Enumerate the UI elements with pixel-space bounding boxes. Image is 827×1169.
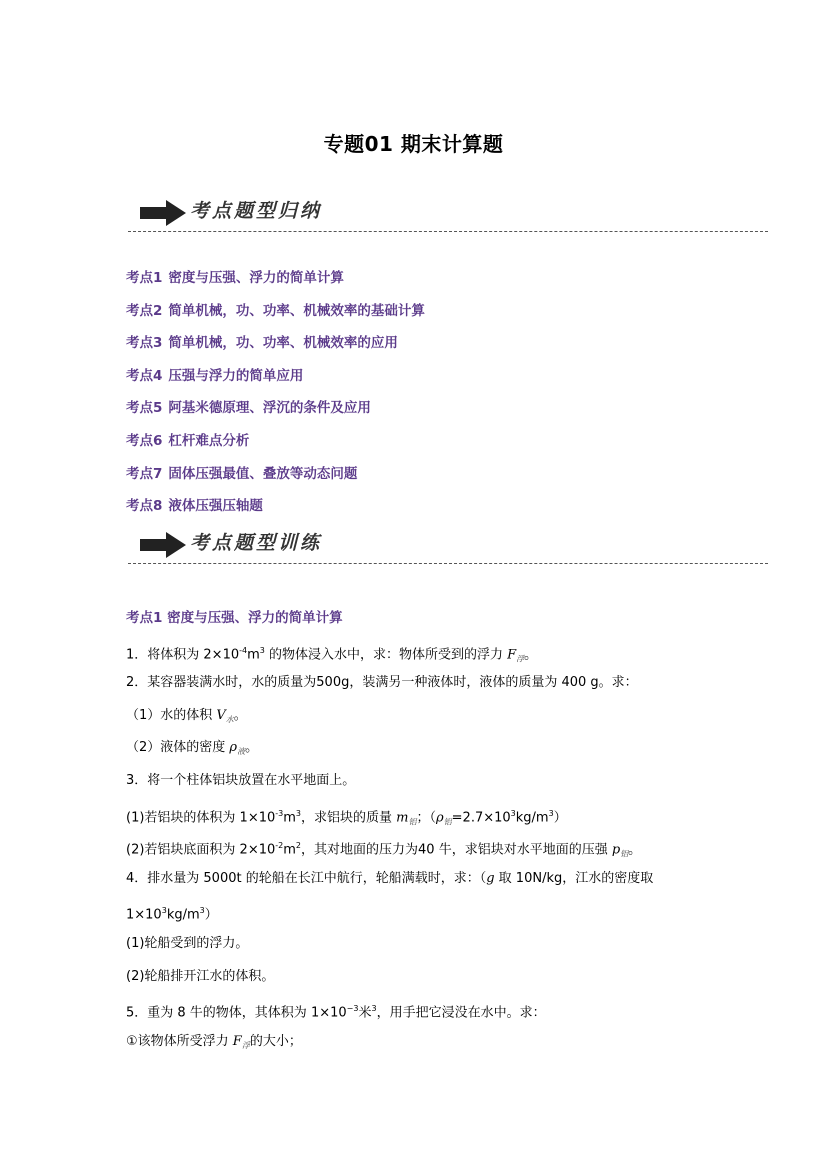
question-content [126, 608, 726, 1064]
kaodian-text: 简单机械，功、功率、机械效率的应用 [168, 335, 398, 352]
q3p1-unit: m [283, 809, 296, 825]
q3p1-var: m [396, 809, 409, 825]
q4-density: 1×10 [126, 907, 162, 923]
q2p1-text: （1）水的体积 [126, 707, 217, 723]
banner-title: 考点题型训练 [190, 532, 323, 554]
q5-exp: −3 [346, 1004, 359, 1014]
kaodian-text: 简单机械，功、功率、机械效率的基础计算 [168, 302, 425, 319]
dashed-divider [128, 231, 768, 232]
kaodian-item[interactable] [126, 431, 425, 464]
section-banner-summary [128, 196, 768, 232]
kaodian-list [126, 268, 425, 529]
kaodian-item[interactable] [126, 333, 425, 366]
q2p1-sub: 水 [225, 714, 234, 724]
question-5-part-1 [126, 1032, 726, 1065]
q3p2-sub: 铝 [620, 849, 629, 859]
q4-g-var: g [486, 870, 495, 886]
q3p1-end: ） [553, 809, 567, 825]
q1-unit-exp: 3 [259, 645, 265, 655]
page-title: 专题01 期末计算题 [323, 132, 504, 156]
section-heading [126, 608, 726, 641]
kaodian-num: 考点7 [126, 465, 163, 482]
kaodian-text: 液体压强压轴题 [168, 498, 263, 515]
q2p2-var: ρ [229, 740, 238, 756]
dashed-divider [128, 563, 768, 564]
q3p1-text: (1)若铝块的体积为 1×10 [126, 809, 276, 825]
question-2-part-2 [126, 738, 726, 771]
kaodian-num: 考点2 [126, 302, 163, 319]
q2p2-sub: 液 [237, 747, 246, 757]
arrow-icon [140, 532, 186, 558]
kaodian-num: 考点6 [126, 432, 163, 449]
banner-title: 考点题型归纳 [190, 200, 323, 222]
q3p1-unit-exp-2: 3 [548, 808, 554, 818]
question-3: 3．将一个柱体铝块放置在水平地面上。 [126, 772, 356, 788]
q3p1-sub: 铝 [408, 816, 417, 826]
kaodian-num: 考点8 [126, 498, 163, 515]
question-4-part-2: (2)轮船排开江水的体积。 [126, 968, 275, 984]
q2p1-end: 。 [233, 707, 247, 723]
section-num: 考点1 [126, 610, 163, 626]
q1-sub: 浮 [516, 653, 525, 663]
question-1 [126, 641, 726, 674]
q3p1-text-3: ；（ [416, 809, 436, 825]
q5p1-sub: 浮 [241, 1040, 250, 1050]
kaodian-item[interactable] [126, 464, 425, 497]
q3p2-var: p [611, 842, 621, 858]
q4-text: 4．排水量为 5000t 的轮船在长江中航行，轮船满载时，求：（ [126, 870, 487, 886]
q1-end: 。 [524, 646, 538, 662]
kaodian-text: 压强与浮力的简单应用 [168, 367, 304, 384]
question-2-part-1 [126, 706, 726, 739]
q3p1-unit-2: kg/m [515, 809, 549, 825]
kaodian-num: 考点3 [126, 335, 163, 352]
kaodian-item[interactable] [126, 398, 425, 431]
kaodian-text: 杠杆难点分析 [168, 432, 250, 449]
q1-unit: m [247, 646, 260, 662]
q3p2-unit: m [283, 842, 296, 858]
kaodian-num: 考点4 [126, 367, 163, 384]
q3p2-text-2: ，其对地面的压力为40 牛，求铝块对水平地面的压强 [301, 842, 612, 858]
q4-unit: kg/m [166, 907, 200, 923]
kaodian-num: 考点5 [126, 400, 163, 417]
kaodian-text: 固体压强最值、叠放等动态问题 [168, 465, 358, 482]
arrow-icon [140, 200, 186, 226]
question-4 [126, 869, 726, 902]
kaodian-item[interactable] [126, 366, 425, 399]
kaodian-num: 考点1 [126, 270, 163, 286]
q3p2-unit-exp: 2 [295, 841, 302, 851]
q3p1-sub-2: 铝 [443, 816, 452, 826]
question-4-cont [126, 901, 726, 934]
section-banner-training [128, 528, 768, 564]
q5-text-2: ，用手把它浸没在水中。求： [376, 1005, 546, 1021]
question-5 [126, 999, 726, 1032]
q3p1-text-2: ，求铝块的质量 [301, 809, 397, 825]
q3p1-unit-exp: 3 [295, 808, 302, 818]
q5p1-end: 的大小； [249, 1033, 302, 1049]
q1-var: F [507, 646, 517, 662]
q4-end: ） [204, 907, 218, 923]
q3p1-exp: -3 [275, 808, 284, 818]
q2p2-text: （2）液体的密度 [126, 740, 230, 756]
q5p1-var: F [232, 1033, 242, 1049]
q3p2-exp: -2 [275, 841, 284, 851]
section-text: 密度与压强、浮力的简单计算 [167, 610, 343, 626]
q5p1-text: ①该物体所受浮力 [126, 1033, 233, 1049]
q4-text-2: 取 10N/kg，江水的密度取 [494, 870, 654, 886]
question-3-part-2 [126, 836, 726, 869]
q5-unit-exp: 3 [371, 1004, 377, 1014]
question-3-part-1 [126, 804, 726, 837]
q1-exp: -4 [239, 645, 248, 655]
q4-unit-exp: 3 [199, 906, 205, 916]
question-2: 2．某容器装满水时，水的质量为500g，装满另一种液体时，液体的质量为 400 g。求： [126, 675, 638, 691]
q2p1-var: V [216, 707, 226, 723]
q1-text-2: 的物体浸入水中，求：物体所受到的浮力 [264, 646, 508, 662]
q1-text: 1．将体积为 2×10 [126, 646, 240, 662]
q3p1-var-2: ρ [436, 809, 444, 825]
q5-unit: 米 [358, 1005, 372, 1021]
q3p2-text: (2)若铝块底面积为 2×10 [126, 842, 276, 858]
q3p1-exp-2: 3 [510, 808, 516, 818]
kaodian-item[interactable] [126, 496, 425, 529]
q3p2-end: 。 [628, 842, 642, 858]
q2p2-end: 。 [245, 740, 259, 756]
q4-density-exp: 3 [161, 906, 167, 916]
kaodian-text: 阿基米德原理、浮沉的条件及应用 [168, 400, 371, 417]
kaodian-text: 密度与压强、浮力的简单计算 [168, 270, 344, 286]
kaodian-item[interactable] [126, 301, 425, 334]
kaodian-item[interactable] [126, 268, 425, 301]
question-4-part-1: (1)轮船受到的浮力。 [126, 935, 249, 951]
q5-text: 5．重为 8 牛的物体，其体积为 1×10 [126, 1005, 347, 1021]
q3p1-text-4: =2.7×10 [451, 809, 511, 825]
